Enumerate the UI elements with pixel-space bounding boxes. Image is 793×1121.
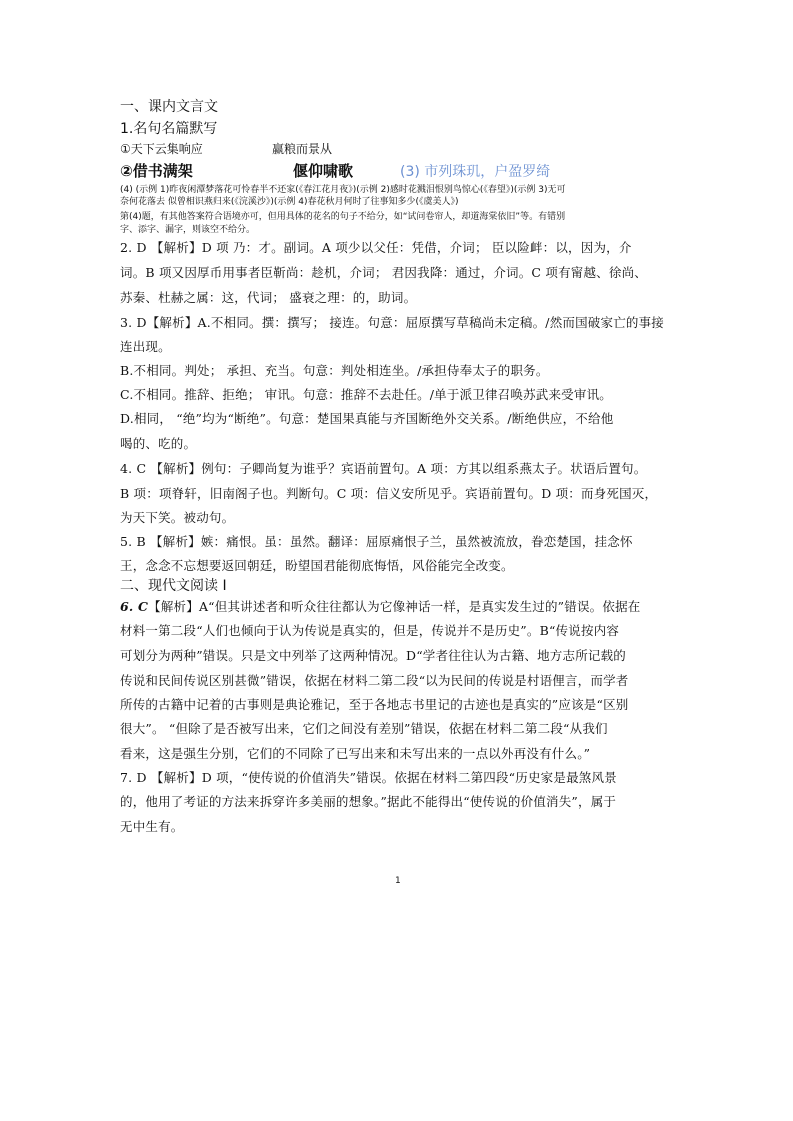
q6-line6: 很大”。 “但除了是否被写出来，它们之间没有差别”错误，依据在材料二第二段“从我们 [120,721,608,736]
page-number: 1 [395,876,401,886]
q5-line1: 5. B 【解析】嫉：痛恨。虽：虽然。翻译：屈原痛恨子兰，虽然被流放，眷恋楚国，挂念怀 [120,534,633,549]
q4-line1: 4. C 【解析】例句：子卿尚复为谁乎？宾语前置句。A 项：方其以组系燕太子。状语后置句。 [120,461,647,476]
q3-line6: 喝的、吃的。 [120,436,197,451]
scoring-note-line2: 字、添字、漏字，则该空不给分。 [120,225,256,235]
answer-1-3: (3) 市列珠玑，户盈罗绮 [400,164,551,180]
q6-line2: 材料一第二段“人们也倾向于认为传说是真实的，但是，传说并不是历史”。B“传说按内容 [120,623,620,638]
q6-line7: 看来，这是强生分别，它们的不同除了已写出来和未写出来的一点以外再没有什么。” [120,746,591,761]
q3-line4: C.不相同。推辞、拒绝； 审讯。句意：推辞不去赴任。/单于派卫律召唤苏武来受审讯。 [120,387,612,402]
q6-line4: 传说和民间传说区别甚微”错误，依据在材料二第二段“以为民间的传说是村语俚言，而学者 [120,673,629,688]
answer-1-2a: ②借书满架 [120,162,193,180]
q4-line3: 为天下笑。被动句。 [120,510,235,525]
q6-line1 [120,597,640,615]
q3-line1: 3. D【解析】A.不相同。撰：撰写； 接连。句意：屈原撰写草稿尚未定稿。/然而国破家亡的事接 [120,315,665,330]
q2-line3: 苏秦、杜赫之属：这，代词； 盛衰之理：的，助词。 [120,290,417,305]
q7-line1: 7. D 【解析】D 项，“使传说的价值消失”错误。依据在材料二第四段“历史家是最煞风景 [120,770,617,785]
q6-line3: 可划分为两种”错误。只是文中列举了这两种情况。D“学者往往认为古籍、地方志所记载的 [120,648,627,663]
q7-line2: 的，他用了考证的方法来拆穿许多美丽的想象。”据此不能得出“使传说的价值消失”，属于 [120,794,617,809]
q2-line1: 2. D 【解析】D 项 乃：才。副词。A 项少以父任：凭借，介词； 臣以险衅：以，因为，介 [120,240,632,255]
q7-line3: 无中生有。 [120,819,184,834]
q6-line1-text: 【解析】A“但其讲述者和听众往往都认为它像神话一样，是真实发生过的”错误。依据在 [148,599,641,614]
scoring-note-line1: 第(4)题，有其他答案符合语境亦可，但用具体的花名的句子不给分，如“试问卷帘人，却道海棠依旧”等。有错别 [120,212,566,222]
section-heading-2: 二、现代文阅读 I [120,578,227,594]
q6-line5: 所传的古籍中记着的古事则是典论雅记，至于各地志书里记的古迹也是真实的”应该是“区别 [120,697,629,712]
q3-line3: B.不相同。判处； 承担、充当。句意：判处相连坐。/承担侍奉太子的职务。 [120,363,549,378]
answer-1-2b: 偃仰啸歌 [293,162,354,180]
answer-1-1a: ①天下云集响应 [120,142,203,156]
q2-line2: 词。B 项又因厚币用事者臣靳尚：趁机，介词； 君因我降：通过，介词。C 项有甯越、徐尚、 [120,265,647,280]
answer-1-1b: 赢粮而景从 [272,142,333,156]
q6-number: 6. C [120,599,149,614]
q4-line2: B 项：项脊轩，旧南阁子也。判断句。C 项：信义安所见乎。宾语前置句。D 项：而身死国灭， [120,486,658,501]
q5-line2: 王，念念不忘想要返回朝廷，盼望国君能彻底悔悟，风俗能完全改变。 [120,558,514,573]
section-heading-1: 一、课内文言文 [120,99,218,115]
question-1-title: 1.名句名篇默写 [120,121,218,137]
q3-line5: D.相同， “绝”均为“断绝”。句意：楚国果真能与齐国断绝外交关系。/断绝供应，不给他 [120,411,614,426]
answer-1-4-line2: 奈何花落去 似曾相识燕归来(《浣溪沙》)(示例 4)春花秋月何时了往事知多少(《虞美人》) [120,197,459,207]
q3-line2: 连出现。 [120,339,171,354]
answer-1-4-line1: (4) (示例 1)昨夜闲潭梦落花可怜春半不还家(《春江花月夜》)(示例 2)感时花溅泪恨别鸟惊心(《春望》)(示例 3)无可 [120,185,566,195]
